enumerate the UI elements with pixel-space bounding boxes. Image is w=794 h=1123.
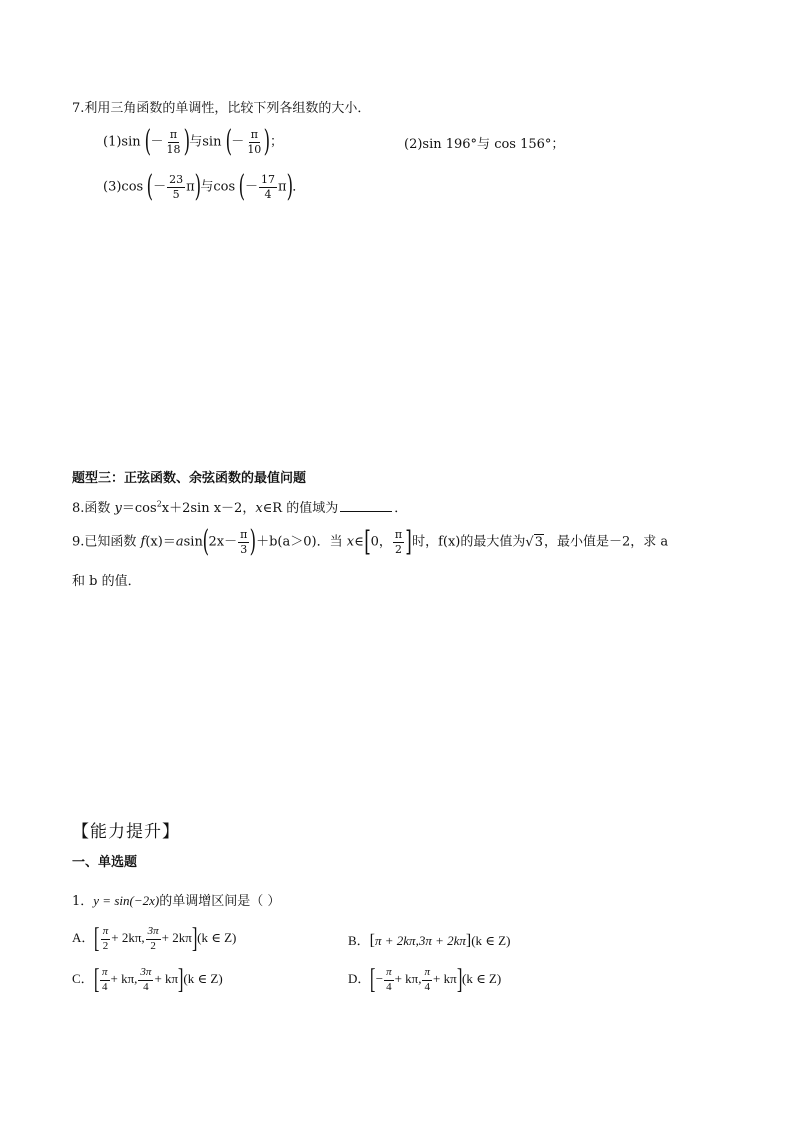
q7-part1: [103, 124, 284, 159]
mc1-text: 的单调增区间是（ ）: [159, 894, 281, 909]
option-label: C．: [72, 970, 94, 986]
numerator: 17: [261, 172, 276, 186]
minus-sign: －: [153, 179, 167, 195]
fraction: [259, 174, 277, 200]
minus-sign: −: [375, 970, 384, 986]
sqrt-radicand: 3: [534, 534, 543, 550]
left-bracket: [: [369, 932, 375, 949]
section-title: 题型三：正弦函数、余弦函数的最值问题: [72, 471, 307, 486]
option-cond: (k ∈ Z): [461, 970, 502, 986]
option-mid2: + kπ: [433, 970, 457, 986]
q7-p1-label: (1): [103, 134, 122, 150]
q7-p1-conj: 与: [189, 134, 203, 150]
numerator: 3π: [138, 967, 153, 981]
denominator: 2: [150, 939, 156, 952]
fraction: [245, 129, 263, 155]
q9-after: ＋b(a＞0)．当: [256, 534, 347, 550]
left-paren: (: [238, 169, 246, 204]
fraction: [100, 967, 110, 993]
q7-part2: (2)sin 196°与 cos 156°；: [404, 137, 565, 152]
q8-prefix: 8.函数: [72, 501, 115, 516]
right-paren: ): [286, 169, 293, 204]
q8: [72, 497, 407, 516]
q8-end: ．: [394, 501, 408, 516]
q9-min-text: ，最小值是－2，求 a: [543, 534, 669, 550]
option-b[interactable]: [348, 930, 510, 950]
right-paren: ): [183, 124, 190, 159]
option-mid2: + 2kπ: [161, 929, 192, 945]
right-bracket: ]: [456, 964, 463, 995]
minus-sign: －: [245, 179, 259, 195]
left-paren: (: [225, 124, 232, 159]
q9-then: 时，: [412, 534, 439, 550]
fraction: [146, 926, 161, 952]
numerator: π: [100, 967, 110, 981]
q9-line1: [72, 524, 669, 559]
q9-fx: (x)＝: [145, 534, 176, 550]
denominator: 4: [424, 980, 430, 993]
pi-symbol: π: [278, 179, 287, 195]
sqrt-symbol: √3: [525, 534, 543, 550]
option-mid1: + kπ,: [110, 970, 138, 986]
left-bracket: [: [94, 923, 100, 954]
minus-sign: －: [150, 134, 164, 150]
option-d[interactable]: [348, 966, 501, 994]
left-paren: (: [202, 524, 209, 559]
answer-blank[interactable]: [340, 499, 392, 512]
q7-p3-fn2: cos: [213, 179, 236, 195]
q9-x: x: [346, 534, 355, 550]
q7-p3-conj: 与: [200, 179, 214, 195]
right-bracket: ]: [405, 525, 412, 558]
q9-max-text: f(x)的最大值为: [438, 534, 526, 550]
q9-line2: 和 b 的值．: [72, 574, 141, 589]
denominator: 18: [166, 142, 181, 156]
denominator: 3: [240, 542, 248, 556]
right-paren: ): [250, 524, 257, 559]
q7-p1-fn2: sin: [202, 134, 222, 150]
left-paren: (: [146, 169, 154, 204]
option-mid1: + kπ,: [394, 970, 422, 986]
numerator: 3π: [146, 926, 161, 940]
option-cond: (k ∈ Z): [471, 933, 511, 948]
option-label: A．: [72, 929, 95, 945]
q8-rest: x＋2sin x－2，: [161, 501, 256, 516]
q8-domain-x: x: [255, 501, 263, 516]
option-mid1: + 2kπ,: [111, 929, 145, 945]
option-cond: (k ∈ Z): [197, 929, 237, 945]
option-label: D．: [348, 970, 371, 986]
q9-prefix: 9.已知函数: [72, 534, 141, 550]
numerator: 23: [169, 172, 184, 186]
q7-p3-label: (3): [103, 179, 122, 195]
option-c[interactable]: [72, 966, 223, 994]
q7-p1-end: ；: [270, 134, 284, 150]
q9-inner: 2x－: [208, 534, 238, 550]
numerator: π: [394, 527, 403, 541]
left-bracket: [: [93, 964, 100, 995]
fraction: [384, 967, 394, 993]
option-body: π + 2kπ,3π + 2kπ: [375, 933, 466, 948]
numerator: π: [169, 127, 178, 141]
minus-sign: －: [231, 134, 245, 150]
right-bracket: ]: [465, 932, 472, 949]
fraction: [138, 967, 153, 993]
left-paren: (: [144, 124, 151, 159]
q8-sup: 2: [156, 499, 162, 509]
denominator: 4: [386, 980, 392, 993]
denominator: 2: [395, 542, 403, 556]
q7-p1-fn1: sin: [121, 134, 141, 150]
numerator: π: [384, 967, 394, 981]
denominator: 5: [172, 187, 180, 201]
numerator: π: [422, 967, 432, 981]
q9-in: ∈: [354, 534, 364, 550]
right-paren: ): [194, 169, 201, 204]
q9-sin: sin: [183, 534, 203, 550]
option-label: B．: [348, 933, 370, 948]
right-bracket: ]: [191, 923, 198, 954]
left-bracket: [: [370, 964, 376, 995]
numerator: π: [250, 127, 258, 141]
fraction: [238, 529, 249, 555]
right-bracket: ]: [177, 964, 184, 995]
q8-eq: ＝cos: [121, 501, 157, 516]
q7-stem: 7.利用三角函数的单调性，比较下列各组数的大小．: [72, 101, 371, 116]
numerator: π: [240, 527, 248, 541]
denominator: 4: [143, 980, 149, 993]
left-bracket: [: [363, 525, 371, 558]
q8-y: y: [114, 501, 122, 516]
fraction: [167, 174, 185, 200]
option-cond: (k ∈ Z): [183, 970, 223, 986]
denominator: 2: [102, 939, 109, 952]
denominator: 10: [247, 142, 262, 156]
fraction: [393, 529, 404, 555]
fraction: [101, 926, 111, 952]
single-choice-heading: 一、单选题: [72, 855, 138, 870]
q7-part3: [103, 169, 306, 204]
pi-symbol: π: [186, 179, 195, 195]
option-a[interactable]: [72, 925, 236, 953]
denominator: 4: [264, 187, 272, 201]
right-paren: ): [263, 124, 271, 159]
numerator: π: [101, 926, 111, 940]
mc1-expr: y = sin(−2x): [93, 893, 160, 908]
q7-p3-fn1: cos: [121, 179, 144, 195]
q9-int-start: 0，: [370, 534, 392, 550]
fraction: [165, 129, 183, 155]
q7-p3-end: ．: [292, 179, 306, 195]
q8-domain: ∈R 的值域为: [262, 501, 339, 516]
denominator: 4: [102, 980, 108, 993]
mc1-num: 1．: [72, 894, 94, 909]
q9-a: a: [175, 534, 184, 550]
q9-f: f: [140, 534, 146, 550]
option-mid2: + kπ: [154, 970, 179, 986]
mc1-stem: [72, 890, 280, 909]
ability-title: 【能力提升】: [72, 822, 180, 842]
fraction: [422, 967, 432, 993]
